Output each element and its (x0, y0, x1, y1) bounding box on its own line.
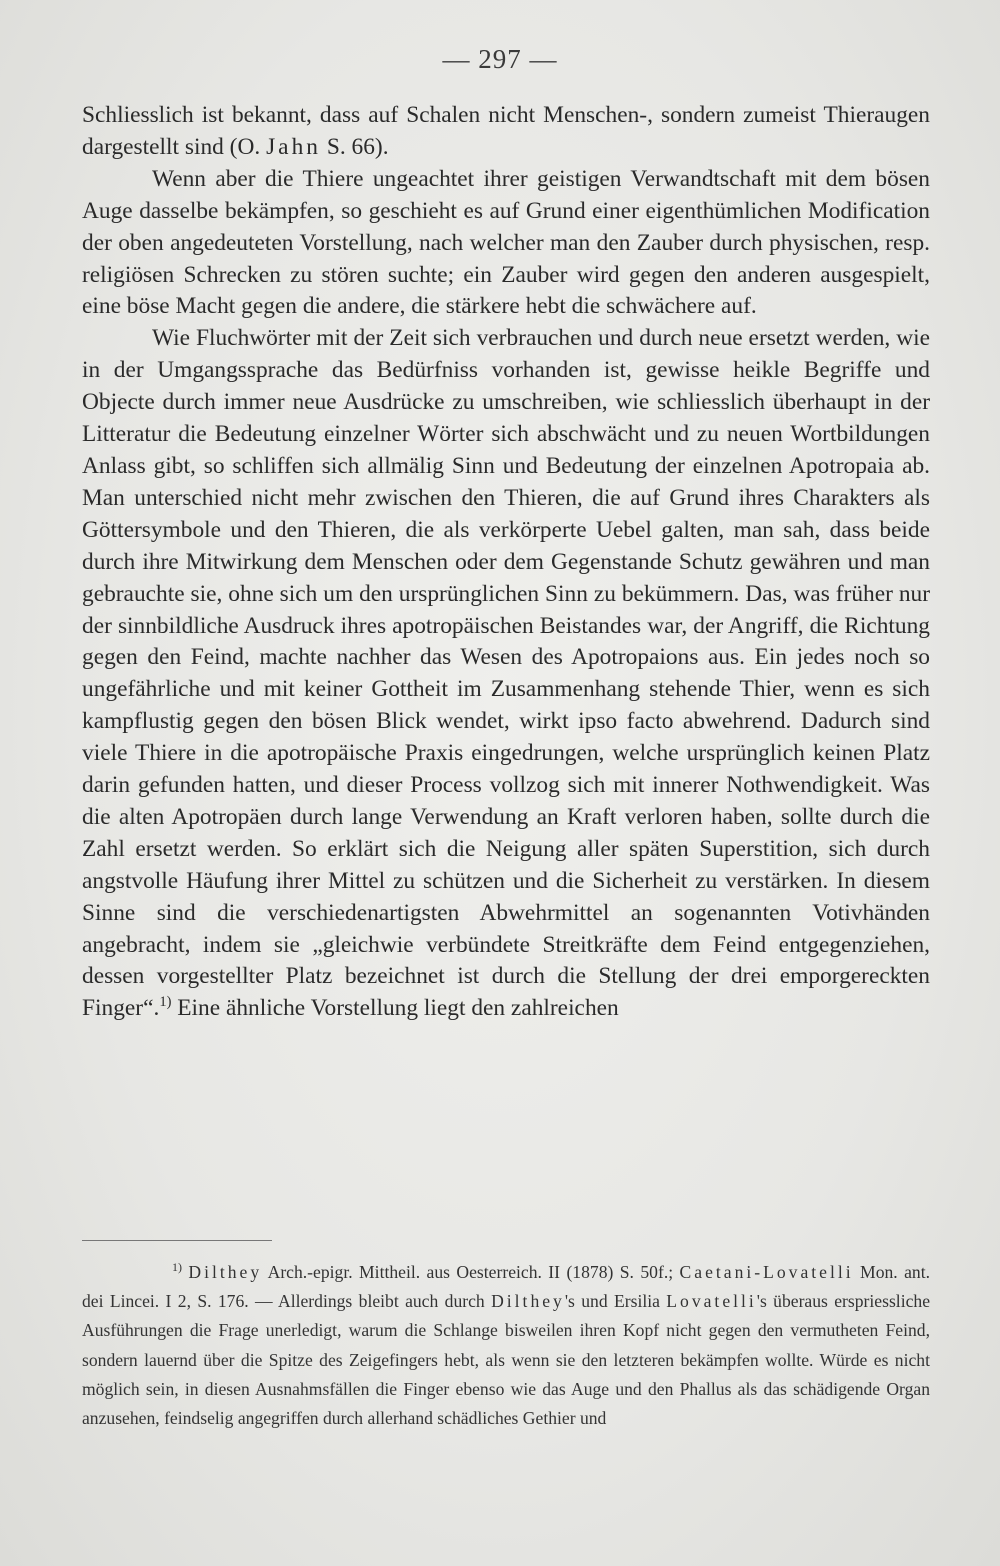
paragraph-3: Wie Fluchwörter mit der Zeit sich verbrauchen und durch neue ersetzt werden, wie in der Umgangssprache das Bedürfniss vorhanden ist, gewisse heikle Begriffe und Objecte durch immer neue Ausdrücke zu umschreiben, wie schliesslich überhaupt in der Litteratur die Bedeutung einzelner Wörter sich abschwächt und zu neuen Wortbildungen Anlass gibt, so schliffen sich allmälig Sinn und Bedeutung der einzelnen Apotropaia ab. Man unterschied nicht mehr zwischen den Thieren, die auf Grund ihres Charakters als Göttersymbole und den Thieren, die als verkörperte Uebel galten, man sah, dass beide durch ihre Mitwirkung dem Menschen oder dem Gegenstande Schutz gewähren und man gebrauchte sie, ohne sich um den ursprünglichen Sinn zu bekümmern. Das, was früher nur der sinnbildliche Ausdruck ihres apotropäischen Beistandes war, der Angriff, die Richtung gegen den Feind, machte nachher das Wesen des Apotropaions aus. Ein jedes noch so ungefährliche und mit keiner Gottheit im Zusammenhang stehende Thier, wenn es sich kampflustig gegen den bösen Blick wendet, wirkt ipso facto abwehrend. Dadurch sind viele Thiere in die apotropäische Praxis eingedrungen, welche ursprünglich keinen Platz darin gefunden hatten, und dieser Process vollzog sich mit innerer Nothwendigkeit. Was die alten Apotropäen durch lange Verwendung an Kraft verloren haben, sollte durch die Zahl ersetzt werden. So erklärt sich die Neigung aller späten Superstition, sich durch angstvolle Häufung ihrer Mittel zu schützen und die Sicherheit zu verstärken. In diesem Sinne sind die verschiedenartigsten Abwehrmittel an sogenannten Votivhänden angebracht, indem sie „gleichwie verbündete Streitkräfte dem Feind entgegenziehen, dessen vorgestellter Platz bezeichnet ist durch die Stellung der drei emporgereckten Finger“.$^{1)}$ Eine ähnliche Vorstellung liegt den zahlreichen (82, 325, 930, 1022)
main-text (82, 100, 930, 1025)
footnote-author: Dilthey (188, 1262, 263, 1282)
footnote-author: Caetani-Lovatelli (679, 1262, 854, 1282)
footnote-1: $^{1)}$ Dilthey Arch.-epigr. Mittheil. aus Oesterreich. II (1878) S. 50f.; Caetani-Lovatelli Mon. ant. dei Lincei. I 2, S. 176. — Allerdings bleibt auch durch Dilthey's und Ersilia Lovatelli's überaus erspriessliche Ausführungen die Frage unerledigt, warum die Schlange bisweilen ihren Kopf nicht gegen den vermutheten Feind, sondern lauernd über die Spitze des Zeigefingers hebt, als wenn sie den letzteren bekämpfen wollte. Würde es nicht möglich sein, in diesen Ausnahmsfällen die Finger ebenso wie das Auge und den Phallus als das schädigende Organ anzusehen, feindselig angegriffen durch allerhand schädliches Gethier und (82, 1260, 931, 1429)
page-number: — 297 — (442, 44, 558, 74)
paragraph-1: Schliesslich ist bekannt, dass auf Schalen nicht Menschen-, sondern zumeist Thieraugen dargestellt sind (O. Jahn S. 66). (82, 102, 930, 160)
footnote-reference[interactable]: 1) (159, 994, 172, 1011)
author-name: Jahn (266, 133, 321, 160)
paragraph-2: Wenn aber die Thiere ungeachtet ihrer geistigen Verwandtschaft mit dem bösen Auge dasselbe bekämpfen, so geschieht es auf Grund einer eigenthümlichen Modification der oben angedeuteten Vorstellung, nach welcher man den Zauber durch physischen, resp. religiösen Schrecken zu stören suchte; ein Zauber wird gegen den anderen ausgespielt, eine böse Macht gegen die andere, die stärkere hebt die schwächere auf. (82, 165, 930, 320)
footnote-section (82, 1258, 930, 1433)
footnote-author: Lovatelli (666, 1291, 757, 1312)
footnote-author: Dilthey (491, 1291, 565, 1312)
footnote-marker: 1) (172, 1260, 182, 1275)
footnote-divider (82, 1240, 272, 1241)
